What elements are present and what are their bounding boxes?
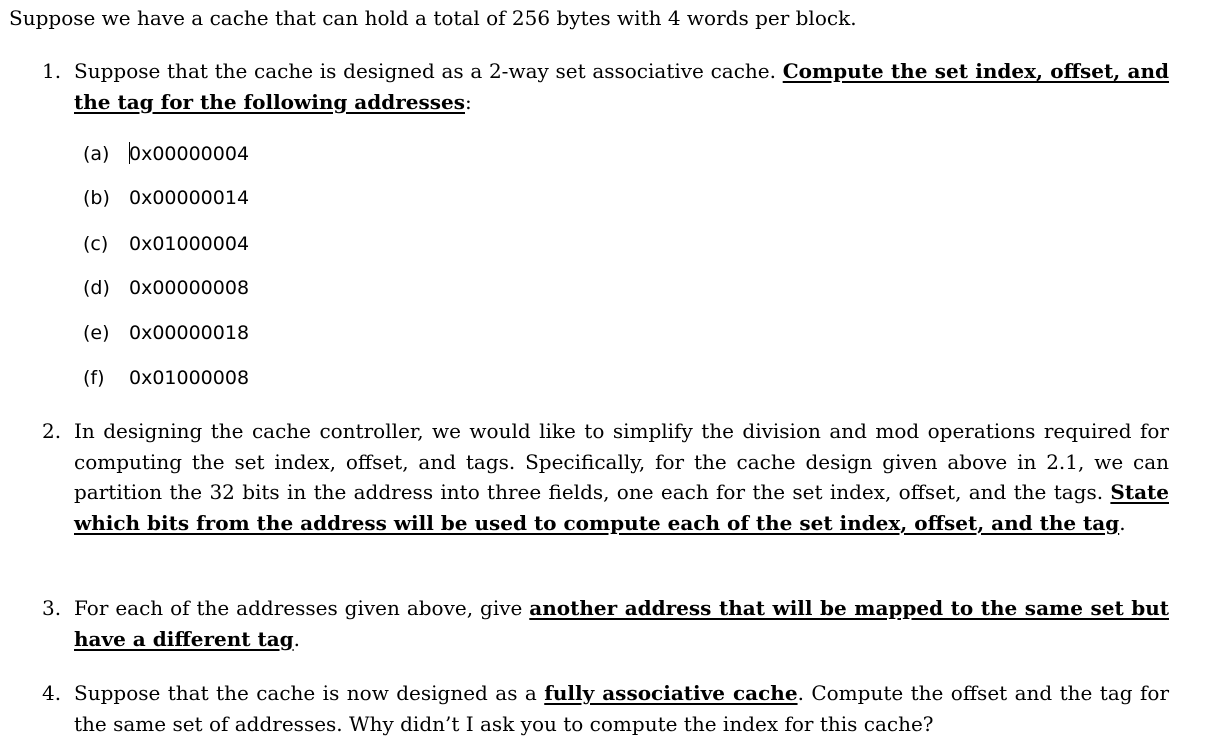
address-item-label: (f) [83, 367, 105, 389]
question-2-lead: In designing the cache controller, we would like to simplify the division and mod operations required for computing the set index, offset, and tags. Specifically, for the cache design given above in 2.1, we can partition the 32 bits in the address into three fields, one each for the set index, offset, and the tags. [74, 419, 1169, 504]
address-item-a [83, 139, 249, 169]
address-item-d [83, 273, 249, 303]
question-4-emphasis: fully associative cache [544, 681, 798, 705]
address-value: 0x00000008 [129, 277, 250, 299]
question-4-lead: Suppose that the cache is now designed as a [74, 681, 545, 705]
question-1-emphasis: Compute the set index, offset, and the tag for the following addresses [74, 59, 1170, 114]
address-item-label: (a) [83, 143, 110, 165]
address-item-label: (b) [83, 187, 110, 209]
question-3-emphasis: another address that will be mapped to the same set but have a different tag [74, 596, 1169, 651]
question-3-text [74, 593, 1169, 654]
question-2-emphasis: State which bits from the address will be used to compute each of the set index, offset, and the tag [74, 480, 1169, 535]
address-item-b [83, 183, 249, 213]
address-item-e [83, 318, 249, 348]
address-value: 0x01000008 [129, 367, 250, 389]
address-item-c [83, 229, 249, 259]
question-1-text [74, 56, 1169, 117]
question-4-tail: . Compute the offset and the tag for the same set of addresses. Why didn’t I ask you to compute the index for this cache? [74, 681, 1170, 736]
address-value: 0x00000018 [129, 322, 250, 344]
question-4-text [74, 678, 1169, 739]
question-4-number: 4. [42, 681, 62, 705]
question-3-number: 3. [42, 596, 62, 620]
question-2-tail: . [1119, 510, 1126, 535]
question-3-tail: . [293, 626, 300, 651]
address-item-label: (e) [83, 322, 110, 344]
address-value: 0x00000014 [129, 187, 250, 209]
intro-paragraph: Suppose we have a cache that can hold a total of 256 bytes with 4 words per block. [9, 6, 857, 30]
question-2-number: 2. [42, 419, 62, 443]
address-item-f [83, 363, 249, 393]
address-item-label: (d) [83, 277, 110, 299]
question-1-tail: : [465, 89, 472, 114]
address-item-label: (c) [83, 233, 109, 255]
address-value: 0x00000004 [129, 143, 250, 165]
question-3-lead: For each of the addresses given above, give [74, 596, 530, 620]
question-2-text [74, 416, 1169, 538]
question-1-number: 1. [42, 59, 62, 83]
question-1-lead: Suppose that the cache is designed as a 2-way set associative cache. [74, 59, 783, 83]
address-value: 0x01000004 [129, 233, 250, 255]
